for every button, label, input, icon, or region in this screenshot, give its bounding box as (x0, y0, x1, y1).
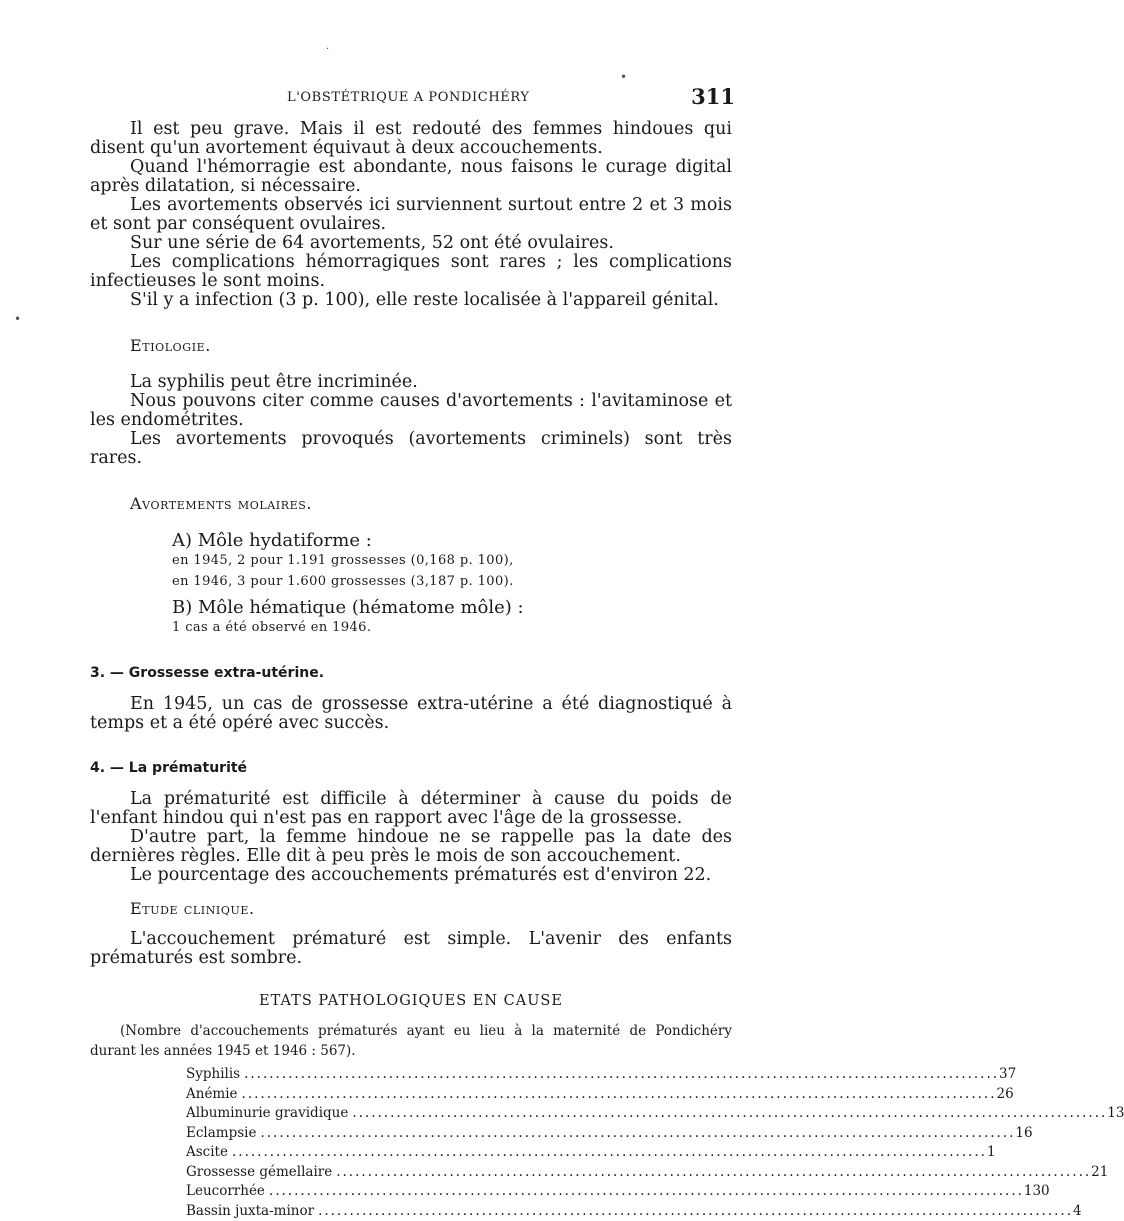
table-title: ETATS PATHOLOGIQUES EN CAUSE (90, 992, 732, 1011)
section-heading-molaires: Avortements molaires. (130, 494, 732, 513)
row-value: 1 (987, 1143, 996, 1163)
row-value: 37 (999, 1065, 1016, 1085)
paragraph: En 1945, un cas de grossesse extra-utérine a été diagnostiqué à temps et a été opéré avec succès. (90, 695, 732, 733)
page-body (90, 120, 732, 1221)
subheading-mole-hydatiforme: A) Môle hydatiforme : (172, 531, 732, 550)
table-row (186, 1163, 642, 1183)
paragraph: La syphilis peut être incriminée. (90, 373, 732, 392)
print-speck: · (326, 44, 329, 55)
row-label: Albuminurie gravidique (186, 1104, 352, 1124)
paragraph: Les avortements observés ici surviennent surtout entre 2 et 3 mois et sont par conséquent ovulaires. (90, 196, 732, 234)
statistic-line: en 1946, 3 pour 1.600 grossesses (3,187 p. 100). (172, 571, 732, 592)
paragraph: S'il y a infection (3 p. 100), elle reste localisée à l'appareil génital. (90, 291, 732, 310)
table-row (186, 1143, 642, 1163)
statistic-line: en 1945, 2 pour 1.191 grossesses (0,168 p. 100), (172, 550, 732, 571)
row-label: Syphilis (186, 1065, 244, 1085)
section-heading-grossesse-extra-uterine: 3. — Grossesse extra-utérine. (90, 664, 732, 683)
statistic-line: 1 cas a été observé en 1946. (172, 617, 732, 638)
print-speck: • (14, 312, 21, 326)
row-label: Grossesse gémellaire (186, 1163, 336, 1183)
row-value: 4 (1073, 1202, 1082, 1221)
page-number: 311 (691, 84, 735, 109)
row-value: 130 (1024, 1182, 1050, 1202)
row-label: Leucorrhée (186, 1182, 269, 1202)
page-header (90, 84, 735, 114)
table-row (186, 1104, 642, 1124)
paragraph: Le pourcentage des accouchements prématurés est d'environ 22. (90, 866, 732, 885)
row-value: 21 (1091, 1163, 1108, 1183)
paragraph: D'autre part, la femme hindoue ne se rappelle pas la date des dernières règles. Elle dit à peu près le mois de son accouchement. (90, 828, 732, 866)
row-value: 26 (997, 1085, 1014, 1105)
row-value: 13 (1107, 1104, 1124, 1124)
leader-dots: ........................................................................................................................ (336, 1163, 1091, 1183)
row-label: Bassin juxta-minor (186, 1202, 318, 1221)
paragraph: Il est peu grave. Mais il est redouté des femmes hindoues qui disent qu'un avortement équivaut à deux accouchements. (90, 120, 732, 158)
row-label: Eclampsie (186, 1124, 260, 1144)
leader-dots: ........................................................................................................................ (269, 1182, 1024, 1202)
subheading-mole-hematique: B) Môle hématique (hématome môle) : (172, 598, 732, 617)
row-label: Anémie (186, 1085, 242, 1105)
section-heading-etude-clinique: Etude clinique. (130, 899, 732, 918)
table-note: (Nombre d'accouchements prématurés ayant eu lieu à la maternité de Pondichéry durant les années 1945 et 1946 : 567). (90, 1021, 732, 1061)
paragraph: Sur une série de 64 avortements, 52 ont été ovulaires. (90, 234, 732, 253)
running-title: L'OBSTÉTRIQUE A PONDICHÉRY (287, 90, 530, 105)
leader-dots: ........................................................................................................................ (232, 1143, 987, 1163)
leader-dots: ........................................................................................................................ (352, 1104, 1107, 1124)
leader-dots: ........................................................................................................................ (244, 1065, 999, 1085)
row-label: Ascite (186, 1143, 232, 1163)
row-value: 16 (1015, 1124, 1032, 1144)
table-row (186, 1182, 642, 1202)
table-row (186, 1124, 642, 1144)
table-row (186, 1202, 642, 1221)
paragraph: Les complications hémorragiques sont rares ; les complications infectieuses le sont moins. (90, 253, 732, 291)
paragraph: Quand l'hémorragie est abondante, nous faisons le curage digital après dilatation, si nécessaire. (90, 158, 732, 196)
paragraph: La prématurité est difficile à déterminer à cause du poids de l'enfant hindou qui n'est pas en rapport avec l'âge de la grossesse. (90, 790, 732, 828)
leader-dots: ........................................................................................................................ (242, 1085, 997, 1105)
paragraph: Nous pouvons citer comme causes d'avortements : l'avitaminose et les endométrites. (90, 392, 732, 430)
section-heading-prematurite: 4. — La prématurité (90, 759, 732, 778)
leader-dots: ........................................................................................................................ (260, 1124, 1015, 1144)
section-heading-etiologie: Etiologie. (130, 336, 732, 355)
print-speck: • (620, 70, 627, 84)
pathology-table (186, 1065, 642, 1221)
paragraph: Les avortements provoqués (avortements criminels) sont très rares. (90, 430, 732, 468)
leader-dots: ........................................................................................................................ (318, 1202, 1073, 1221)
table-row (186, 1085, 642, 1105)
paragraph: L'accouchement prématuré est simple. L'avenir des enfants prématurés est sombre. (90, 930, 732, 968)
table-row (186, 1065, 642, 1085)
